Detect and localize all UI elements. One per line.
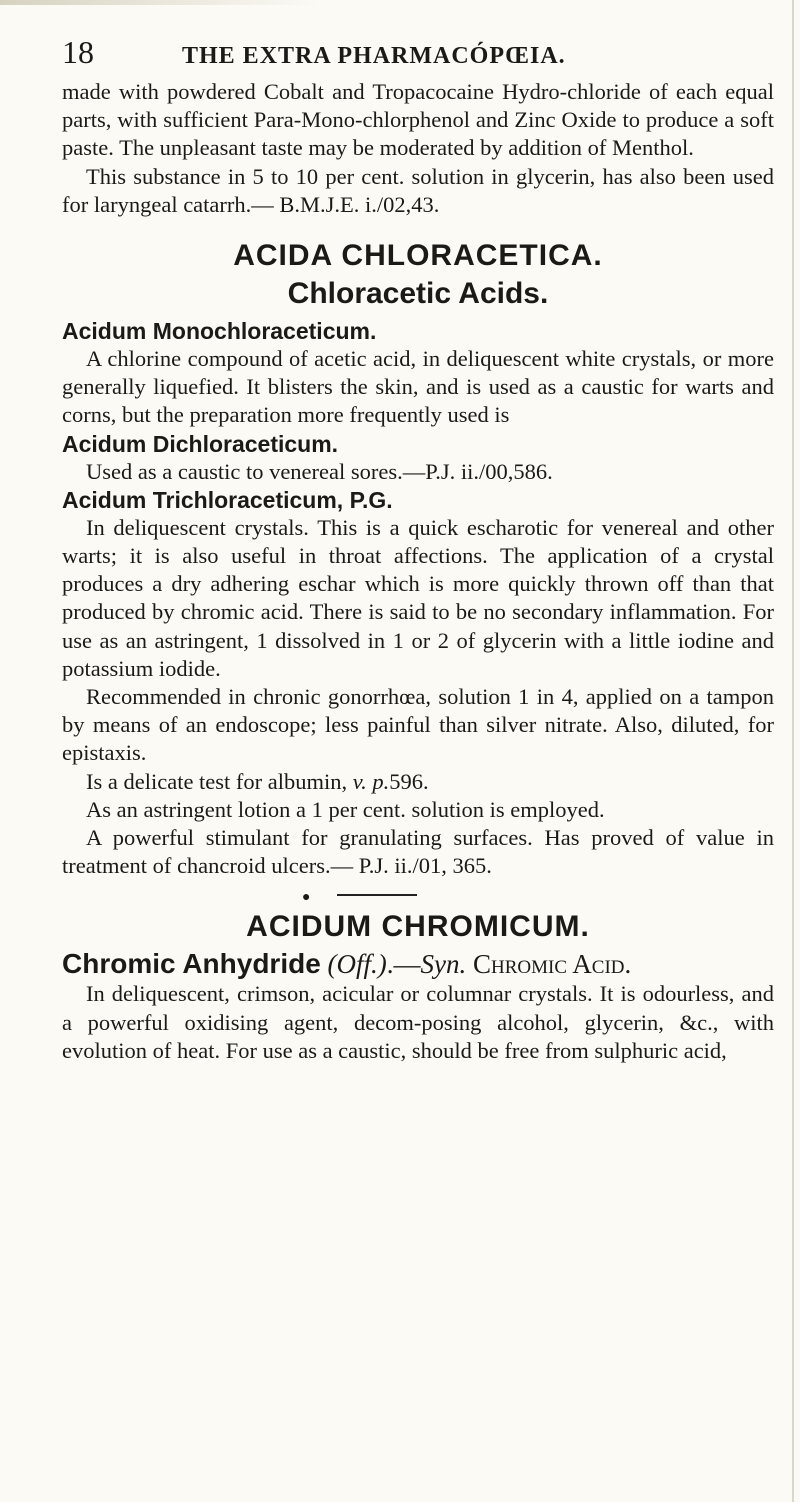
albumin-test-text: Is a delicate test for albumin, — [86, 768, 353, 794]
trichloraceticum-paragraph-4: As an astringent lotion a 1 per cent. solution is employed. — [86, 796, 605, 822]
page-edge-shadow — [0, 0, 800, 5]
section-title-acidum-chromicum: ACIDUM CHROMICUM. — [246, 910, 590, 944]
book-page — [62, 34, 774, 1065]
entry-head-trichloraceticum: Acidum Trichloraceticum, P.G. — [62, 486, 393, 513]
trichloraceticum-paragraph-3 — [62, 768, 774, 796]
entry-head-dichloraceticum: Acidum Dichloraceticum. — [62, 430, 339, 457]
page-right-edge — [792, 0, 794, 1502]
trichloraceticum-paragraph-1: In deliquescent crystals. This is a quick escharotic for venereal and other warts; it is also useful in throat affections. The application of a crystal produces a dry adhering eschar which is more quickly thrown off than that produced by chromic acid. There is said to be no secondary inflammation. For use as an astringent, 1 dissolved in 1 or 2 of glycerin with a little iodine and potassium iodide. — [62, 514, 774, 681]
trichloraceticum-paragraph-5: A powerful stimulant for granulating surfaces. Has proved of value in treatment of chancroid ulcers.— P.J. ii./01, 365. — [62, 825, 774, 879]
chromic-anhydride-name: Chromic Anhydride — [62, 948, 321, 980]
page-number: 18 — [62, 34, 94, 70]
official-mark: (Off.) — [327, 949, 387, 980]
running-title: THE EXTRA PHARMACÓPŒIA. — [182, 43, 566, 69]
cross-reference: v. p. — [352, 768, 390, 794]
entry-head-chromic-anhydride — [62, 948, 774, 980]
dichloraceticum-text: Used as a caustic to venereal sores.—P.J. ii./00,586. — [86, 458, 553, 484]
head-dash: .— — [386, 949, 421, 980]
intro-paragraph-2: This substance in 5 to 10 per cent. solution in glycerin, has also been used for laryngeal catarrh.— B.M.J.E. i./02,43. — [62, 163, 774, 217]
cross-reference-page: 596. — [389, 768, 429, 794]
synonym-name: Chromic Acid. — [466, 949, 632, 980]
section-divider — [62, 890, 774, 906]
trichloraceticum-paragraph-2: Recommended in chronic gonorrhœa, solution 1 in 4, applied on a tampon by means of an endoscope; less painful than silver nitrate. Also, diluted, for epistaxis. — [62, 684, 774, 766]
entry-head-monochloraceticum: Acidum Monochloraceticum. — [62, 318, 377, 345]
chromic-anhydride-text: In deliquescent, crimson, acicular or columnar crystals. It is odourless, and a powerful oxidising agent, decom-posing alcohol, glycerin, &c., with evolution of heat. For use as a caustic, should be free from sulphuric acid, — [62, 981, 774, 1063]
synonym-label: Syn. — [420, 949, 467, 980]
section-subtitle-chloracetic-acids: Chloracetic Acids. — [287, 277, 549, 311]
divider-dot: ● — [302, 890, 311, 906]
page-header — [62, 34, 774, 78]
divider-line — [337, 894, 417, 896]
intro-paragraph-1: made with powdered Cobalt and Tropacocaine Hydro-chloride of each equal parts, with sufficient Para-Mono-chlorphenol and Zinc Oxide to produce a soft paste. The unpleasant taste may be moderated by addition of Menthol. — [62, 79, 774, 161]
section-title-acida-chloracetica: ACIDA CHLORACETICA. — [233, 239, 603, 273]
monochloraceticum-text: A chlorine compound of acetic acid, in deliquescent white crystals, or more generally liquefied. It blisters the skin, and is used as a caustic for warts and corns, but the preparation more frequently used is — [62, 346, 774, 428]
